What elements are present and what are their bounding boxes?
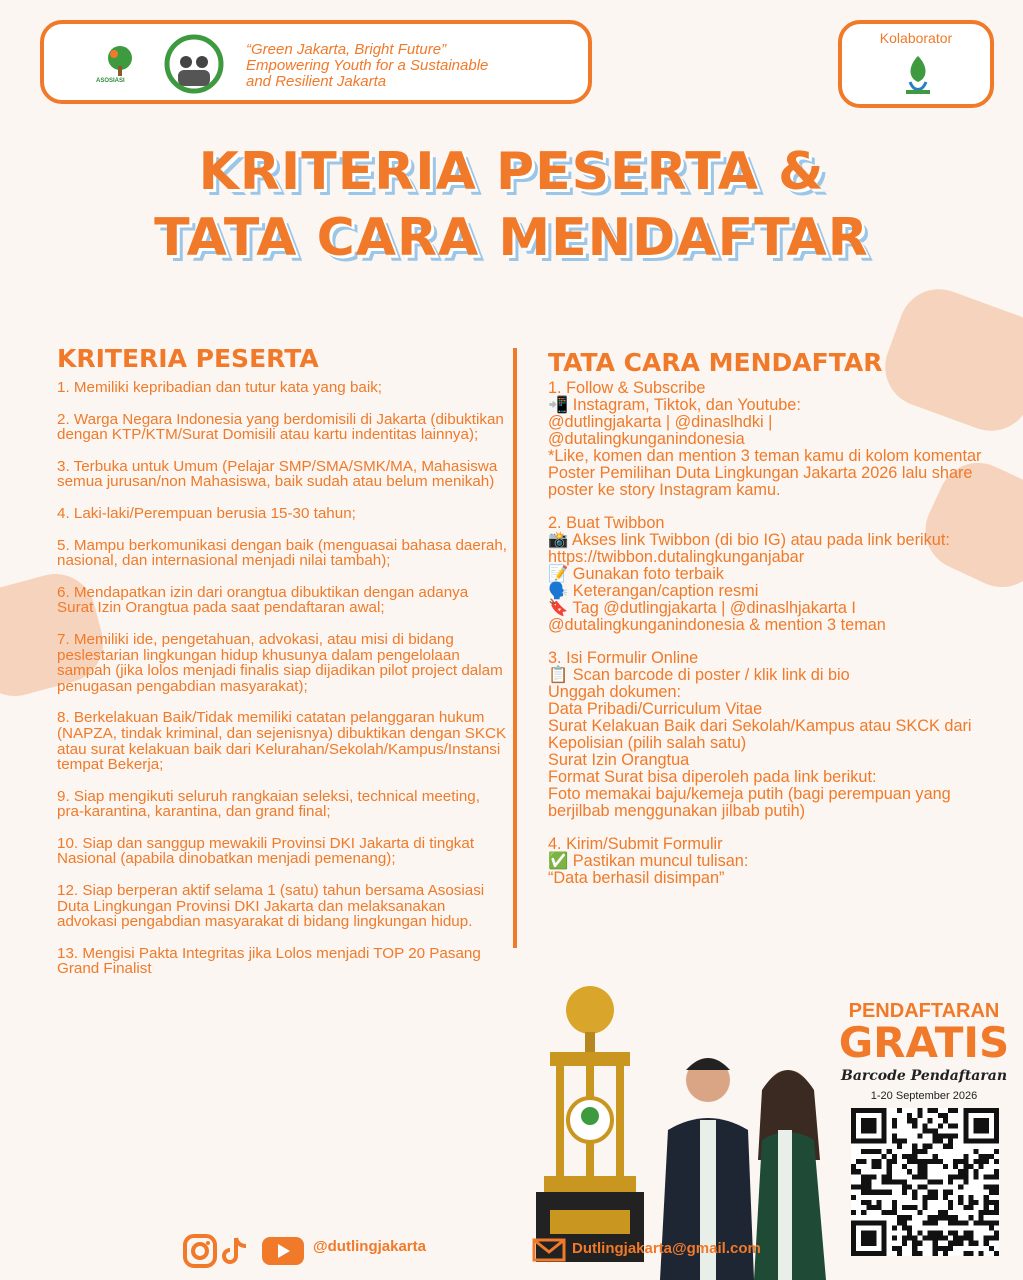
collaborator-logo — [900, 52, 936, 98]
step-line: Surat Izin Orangtua — [548, 751, 690, 769]
tagline — [246, 42, 576, 90]
main-title-line1: KRITERIA PESERTA & — [198, 142, 825, 202]
step-line: 📋 Scan barcode di poster / klik link di bio — [548, 666, 850, 684]
instagram-icon[interactable] — [183, 1234, 217, 1268]
step-submit — [548, 836, 998, 887]
tagline-line: Empowering Youth for a Sustainable — [246, 57, 489, 74]
criteria-item: 6. Mendapatkan izin dari orangtua dibuktikan dengan adanya Surat Izin Orangtua pada saat pendaftaran awal; — [57, 583, 469, 617]
trophy-image — [530, 980, 650, 1270]
criteria-item: 9. Siap mengikuti seluruh rangkaian seleksi, technical meeting, pra-karantina, karantina, dan grand final; — [57, 787, 480, 821]
step-line: 3. Isi Formulir Online — [548, 649, 699, 667]
criteria-item: 10. Siap dan sanggup mewakili Provinsi DKI Jakarta di tingkat Nasional (apabila dinobatkan menjadi pemenang); — [57, 834, 475, 868]
step-line: Data Pribadi/Curriculum Vitae — [548, 700, 763, 718]
step-line: @dutalingkunganindonesia — [548, 430, 745, 448]
registration-date: 1-20 September 2026 — [870, 1090, 978, 1102]
step-line: 📸 Akses link Twibbon (di bio IG) atau pada link berikut: https://twibbon.dutalingkunganjabar — [548, 531, 950, 566]
steps-column — [548, 380, 998, 903]
step-line: Foto memakai baju/kemeja putih (bagi perempuan yang berjilbab menggunakan jilbab putih) — [548, 785, 951, 820]
criteria-list — [57, 380, 507, 993]
registration-qr-code[interactable] — [851, 1108, 999, 1256]
youtube-icon[interactable] — [260, 1234, 306, 1268]
header-banner — [40, 20, 592, 104]
step-line: 🔖 Tag @dutlingjakarta | @dinaslhjakarta I @dutalingkunganindonesia & mention 3 teman — [548, 599, 886, 634]
steps-heading: TATA CARA MENDAFTAR — [548, 348, 883, 377]
criteria-heading: KRITERIA PESERTA — [57, 344, 319, 373]
tiktok-icon[interactable] — [222, 1234, 252, 1268]
column-divider — [513, 348, 517, 948]
step-form — [548, 650, 998, 820]
criteria-item: 3. Terbuka untuk Umum (Pelajar SMP/SMA/SMK/MA, Mahasiswa semua jurusan/non Mahasiswa, baik sudah atau belum menikah) — [57, 457, 498, 491]
criteria-item: 1. Memiliki kepribadian dan tutur kata yang baik; — [57, 379, 383, 396]
criteria-item: 7. Memiliki ide, pengetahuan, advokasi, atau misi di bidang peslestarian lingkungan hidup khusunya dalam pengelolaan sampah (jika lolos menjadi finalis siap dijadikan pilot project dalam penugasan pengabdian masyarakat); — [57, 630, 503, 695]
step-line: Surat Kelakuan Baik dari Sekolah/Kampus atau SKCK dari Kepolisian (pilih salah satu) — [548, 717, 972, 752]
promo-label: PENDAFTARAN — [848, 1000, 1000, 1022]
step-line: 1. Follow & Subscribe — [548, 379, 706, 397]
step-line: 4. Kirim/Submit Formulir — [548, 835, 723, 853]
tagline-line: and Resilient Jakarta — [246, 73, 387, 90]
step-line: 🗣️ Keterangan/caption resmi — [548, 582, 759, 600]
step-line: *Like, komen dan mention 3 teman kamu di kolom komentar Poster Pemilihan Duta Lingkungan Jakarta 2026 lalu share poster ke story Instagram kamu. — [548, 447, 982, 499]
step-follow — [548, 380, 998, 499]
step-line: @dutlingjakarta | @dinaslhdki | — [548, 413, 773, 431]
step-twibbon — [548, 515, 998, 634]
social-handle[interactable]: @dutlingjakarta — [313, 1238, 426, 1255]
step-line: ✅ Pastikan muncul tulisan: — [548, 852, 749, 870]
collaborator-box — [838, 20, 994, 108]
criteria-item: 13. Mengisi Pakta Integritas jika Lolos menjadi TOP 20 Pasang Grand Finalist — [57, 944, 481, 978]
barcode-label: Barcode Pendaftaran — [841, 1068, 1007, 1084]
step-line: 2. Buat Twibbon — [548, 514, 665, 532]
criteria-item: 4. Laki-laki/Perempuan berusia 15-30 tahun; — [57, 504, 356, 522]
step-line: Unggah dokumen: — [548, 683, 682, 701]
tagline-line: “Green Jakarta, Bright Future” — [246, 41, 447, 58]
step-line: “Data berhasil disimpan” — [548, 869, 725, 887]
criteria-item: 8. Berkelakuan Baik/Tidak memiliki catatan pelanggaran hukum (NAPZA, tindak kriminal, dan sejenisnya) dibuktikan dengan SKCK atau surat kelakuan baik dari Kelurahan/Sekolah/Kampus/Instansi tempat Bekerja; — [57, 709, 507, 774]
step-line: 📲 Instagram, Tiktok, dan Youtube: — [548, 396, 801, 414]
duta-lingkungan-logo — [164, 34, 224, 94]
criteria-item: 5. Mampu berkomunikasi dengan baik (menguasai bahasa daerah, nasional, dan internasional menjadi nilai tambah); — [57, 536, 507, 570]
main-title-line2: TATA CARA MENDAFTAR — [154, 208, 869, 268]
collaborator-label: Kolaborator — [879, 30, 953, 46]
step-line: Format Surat bisa diperoleh pada link berikut: — [548, 768, 877, 786]
email-icon — [532, 1238, 566, 1262]
logo-caption: ASOSIASI — [96, 78, 125, 84]
promo-free: GRATIS — [838, 1018, 1010, 1067]
step-line: 📝 Gunakan foto terbaik — [548, 565, 724, 583]
criteria-item: 12. Siap berperan aktif selama 1 (satu) tahun bersama Asosiasi Duta Lingkungan Provinsi DKI Jakarta dan melaksanakan advokasi pengabdian masyarakat di bidang lingkungan hidup. — [57, 882, 485, 931]
contact-email[interactable]: Dutlingjakarta@gmail.com — [572, 1240, 761, 1257]
criteria-item: 2. Warga Negara Indonesia yang berdomisili di Jakarta (dibuktikan dengan KTP/KTM/Surat Domisili atau kartu indentitas lainnya); — [57, 410, 504, 444]
